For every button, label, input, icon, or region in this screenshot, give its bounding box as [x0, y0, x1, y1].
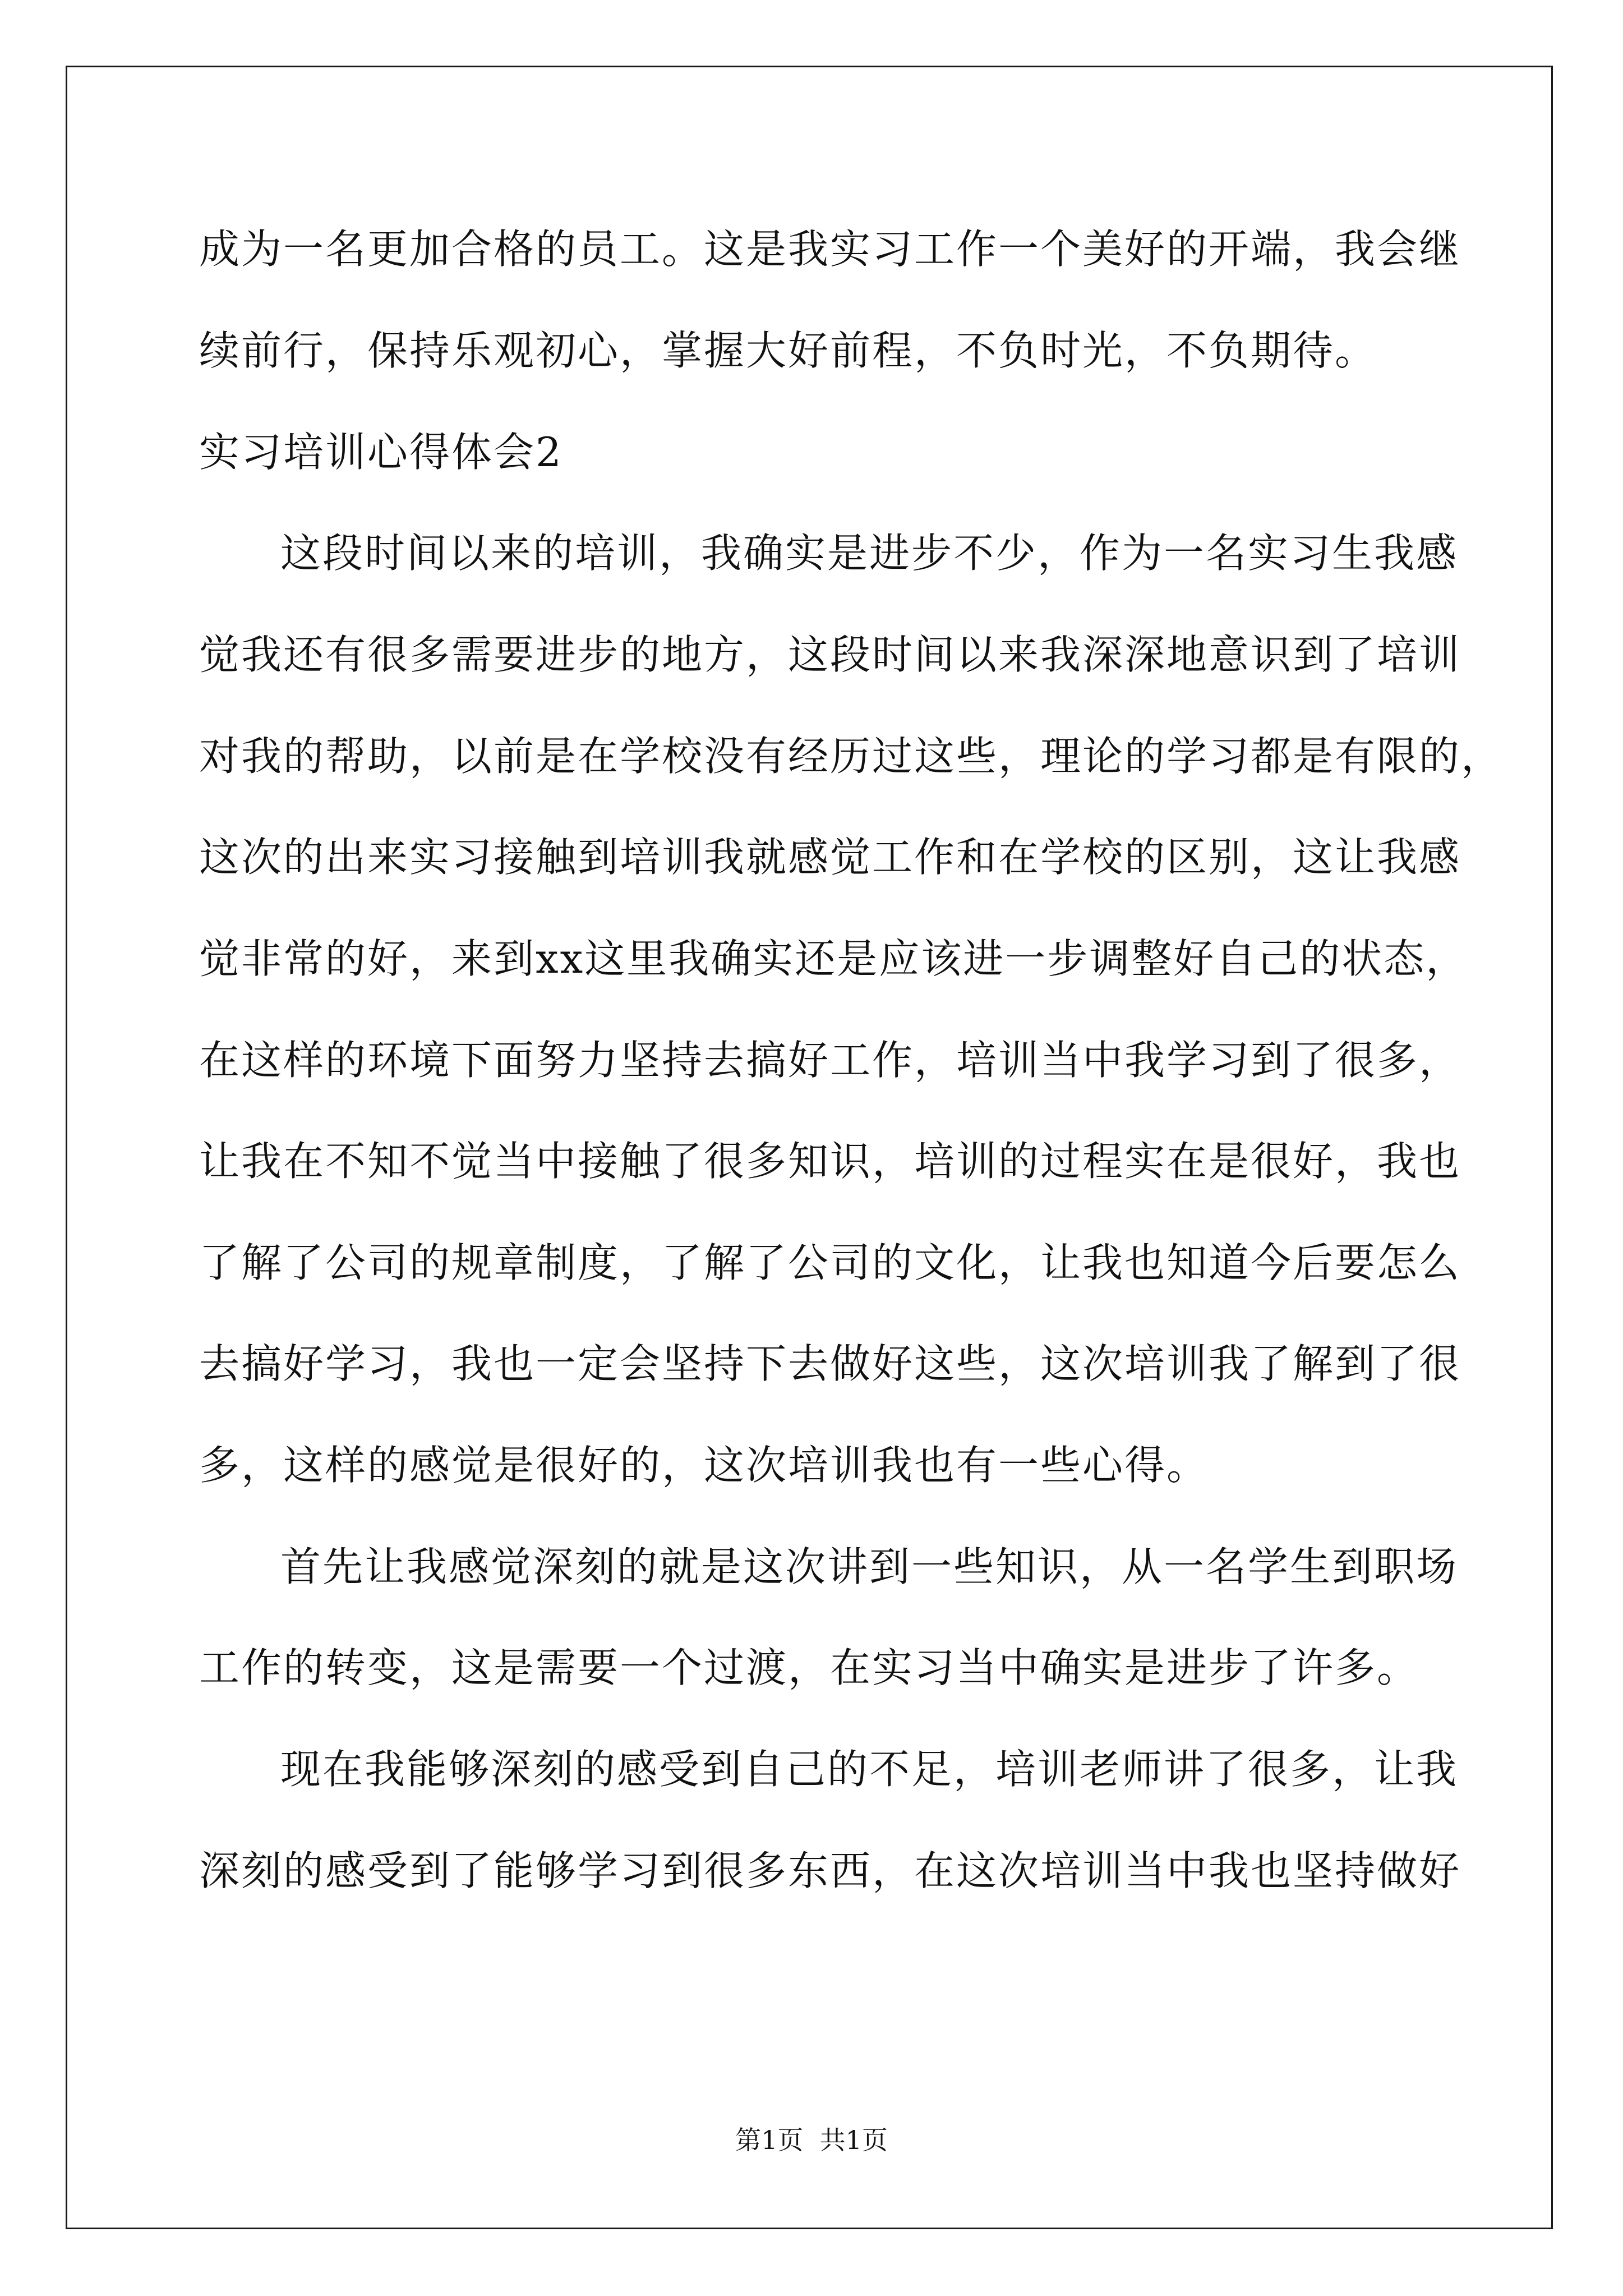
text-line-14: 首先让我感觉深刻的就是这次讲到一些知识，从一名学生到职场	[280, 1543, 1459, 1590]
page-number-footer: 第1页 共1页	[735, 2125, 888, 2155]
text-line-9: 在这样的环境下面努力坚持去搞好工作，培训当中我学习到了很多，	[199, 1037, 1461, 1084]
text-line-10: 让我在不知不觉当中接触了很多知识，培训的过程实在是很好，我也	[199, 1138, 1461, 1185]
text-line-1: 成为一名更加合格的员工。这是我实习工作一个美好的开端，我会继	[199, 226, 1461, 273]
text-line-13: 多，这样的感觉是很好的，这次培训我也有一些心得。	[199, 1442, 1209, 1489]
text-line-8: 觉非常的好，来到xx这里我确实还是应该进一步调整好自己的状态，	[199, 935, 1468, 982]
text-line-6: 对我的帮助，以前是在学校没有经历过这些，理论的学习都是有限的，	[199, 733, 1504, 780]
text-line-11: 了解了公司的规章制度，了解了公司的文化，让我也知道今后要怎么	[199, 1239, 1461, 1286]
text-line-5: 觉我还有很多需要进步的地方，这段时间以来我深深地意识到了培训	[199, 631, 1461, 678]
text-line-12: 去搞好学习，我也一定会坚持下去做好这些，这次培训我了解到了很	[199, 1340, 1461, 1387]
section-heading: 实习培训心得体会2	[199, 429, 563, 476]
text-line-7: 这次的出来实习接触到培训我就感觉工作和在学校的区别，这让我感	[199, 834, 1461, 881]
text-line-2: 续前行，保持乐观初心，掌握大好前程，不负时光，不负期待。	[199, 327, 1377, 374]
text-line-4: 这段时间以来的培训，我确实是进步不少，作为一名实习生我感	[280, 530, 1459, 577]
text-line-16: 现在我能够深刻的感受到自己的不足，培训老师讲了很多，让我	[280, 1746, 1459, 1793]
text-line-17: 深刻的感受到了能够学习到很多东西，在这次培训当中我也坚持做好	[199, 1847, 1461, 1894]
text-line-15: 工作的转变，这是需要一个过渡，在实习当中确实是进步了许多。	[199, 1644, 1419, 1691]
